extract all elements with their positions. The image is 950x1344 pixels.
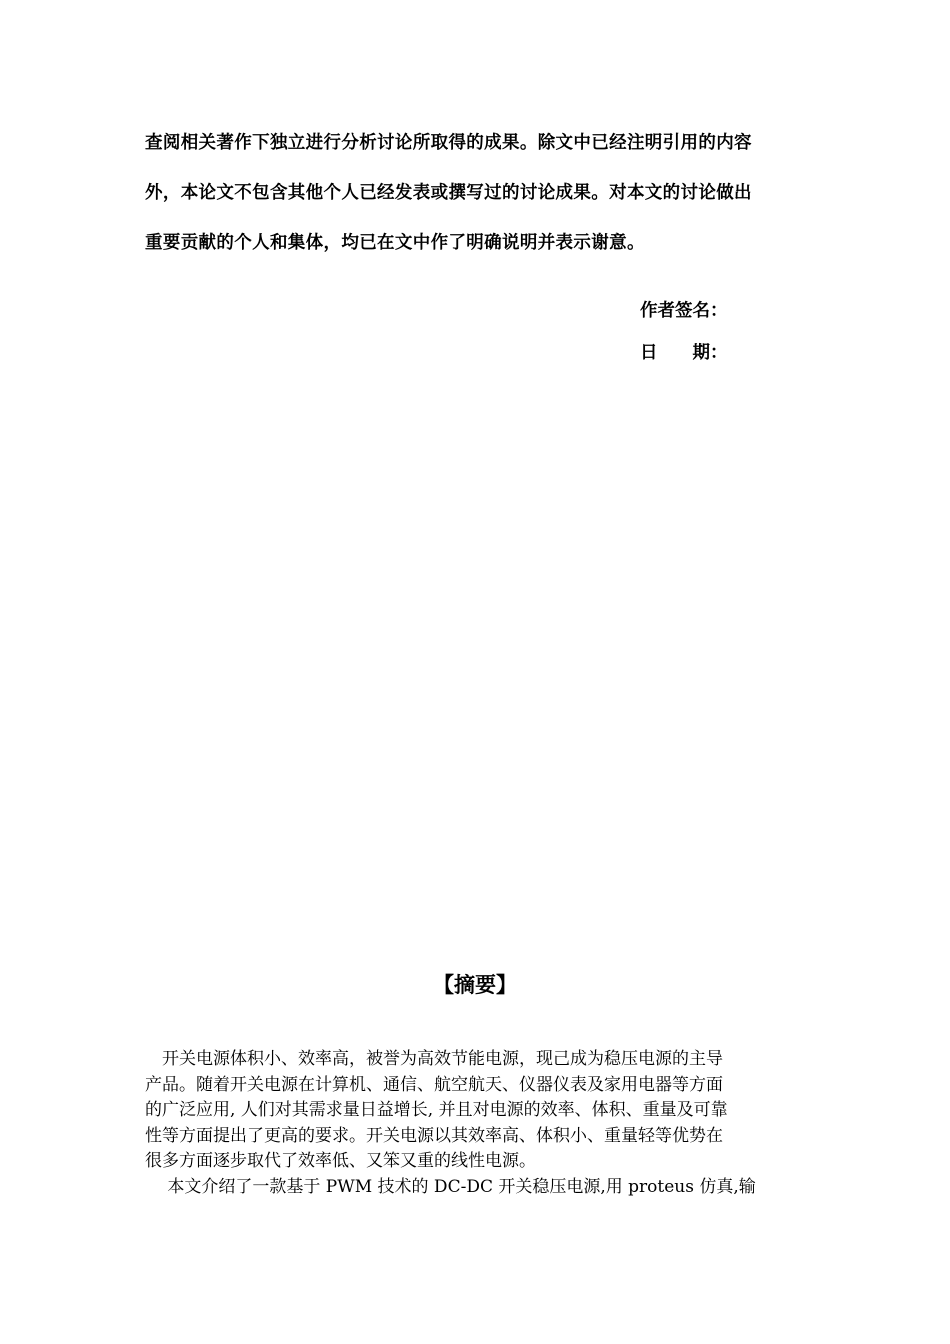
abstract-line: 产品。随着开关电源在计算机、通信、航空航天、仪器仪表及家用电器等方面: [145, 1074, 723, 1095]
abstract-line: 开关电源体积小、效率高，被誉为高效节能电源，现己成为稳压电源的主导: [145, 1049, 723, 1069]
abstract-line: 很多方面逐步取代了效率低、又笨又重的线性电源。: [145, 1151, 536, 1171]
author-signature-label: 作者签名：: [640, 301, 728, 321]
signature-block: [640, 290, 728, 374]
abstract-line: 本文介绍了一款基于 PWM 技术的 DC-DC 开关稳压电源,用 proteus 仿真,输: [145, 1176, 756, 1197]
abstract-body: [145, 1047, 807, 1200]
date-label: 日 期：: [640, 343, 728, 363]
originality-declaration: [145, 118, 807, 268]
abstract-title: 【摘要】: [433, 973, 517, 997]
declaration-line: 重要贡献的个人和集体，均已在文中作了明确说明并表示谢意。: [145, 233, 645, 253]
declaration-line: 查阅相关著作下独立进行分析讨论所取得的成果。除文中已经注明引用的内容: [145, 133, 752, 153]
abstract-line: 的广泛应用, 人们对其需求量日益增长, 并且对电源的效率、体积、重量及可靠: [145, 1100, 728, 1120]
declaration-line: 外，本论文不包含其他个人已经发表或撰写过的讨论成果。对本文的讨论做出: [145, 183, 752, 203]
abstract-line: 性等方面提出了更高的要求。开关电源以其效率高、体积小、重量轻等优势在: [145, 1125, 723, 1146]
